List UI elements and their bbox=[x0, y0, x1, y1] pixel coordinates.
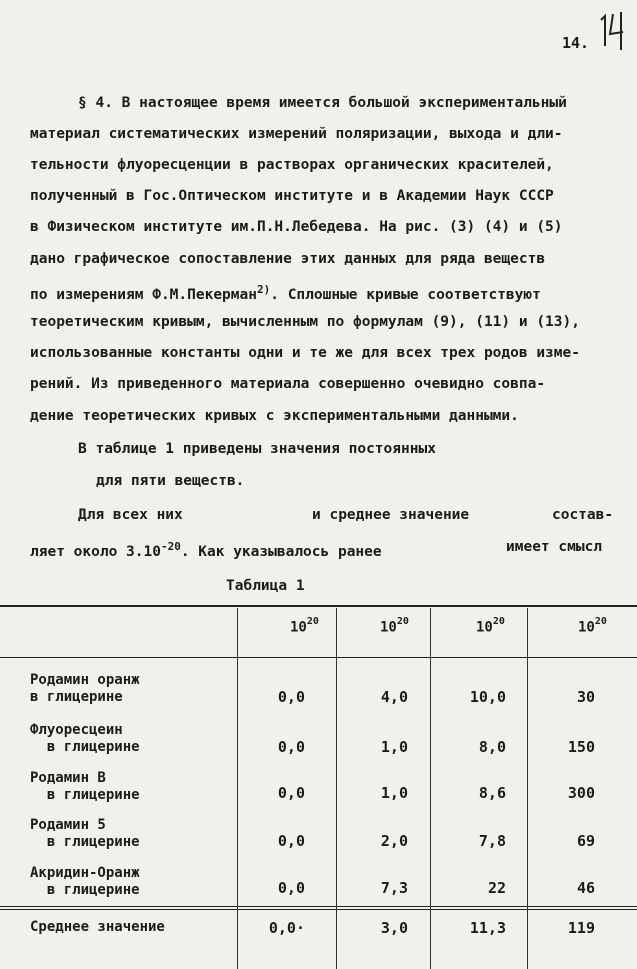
note-text: имеет смысл bbox=[506, 539, 603, 555]
paragraph-line: в Физическом институте им.П.Н.Лебедева. На рис. (3) (4) и (5) bbox=[30, 219, 563, 235]
table-cell: 46 bbox=[576, 879, 595, 897]
note-text: ляет около $3.10^{-20}$. Как указывалось ранее bbox=[30, 540, 382, 560]
table-cell: 8,0 bbox=[478, 738, 506, 756]
row-label: Родамин оранж в глицерине bbox=[30, 672, 140, 705]
table-cell: 300 bbox=[567, 784, 595, 802]
summary-label: Среднее значение bbox=[30, 919, 165, 935]
row-label: Родамин 5 в глицерине bbox=[30, 817, 140, 850]
table-top-rule bbox=[0, 605, 637, 607]
table-column-rule bbox=[430, 608, 431, 969]
table-cell: 1,0 bbox=[380, 784, 408, 802]
table-cell: 4,0 bbox=[380, 688, 408, 706]
column-header: $10^{20}$ bbox=[476, 616, 505, 636]
paragraph-line: по измерениям Ф.М.Пекерман$^{2)}$. Сплошные кривые соответствуют bbox=[30, 283, 541, 303]
paragraph-line: дано графическое сопоставление этих данных для ряда веществ bbox=[30, 251, 546, 267]
paragraph-line: материал систематических измерений поляризации, выхода и дли- bbox=[30, 126, 563, 142]
summary-cell: 3,0 bbox=[380, 919, 408, 937]
paragraph-line: полученный в Гос.Оптическом институте и в Академии Наук СССР bbox=[30, 188, 554, 204]
row-label: Родамин В в глицерине bbox=[30, 770, 140, 803]
table-column-rule bbox=[527, 608, 528, 969]
row-label: Флуоресцеин в глицерине bbox=[30, 722, 140, 755]
table-cell: 0,0 bbox=[277, 738, 305, 756]
table-cell: 8,6 bbox=[478, 784, 506, 802]
table-intro-line: для пяти веществ. bbox=[96, 473, 245, 489]
table-cell: 1,0 bbox=[380, 738, 408, 756]
table-cell: 0,0 bbox=[277, 879, 305, 897]
table-cell: 0,0 bbox=[277, 688, 305, 706]
table-intro-line: В таблице 1 приведены значения постоянных bbox=[78, 441, 436, 457]
table-caption: Таблица 1 bbox=[226, 578, 305, 594]
footnote-mark: 2) bbox=[256, 283, 271, 296]
column-header: $10^{20}$ bbox=[578, 616, 607, 636]
table-cell: 150 bbox=[567, 738, 595, 756]
table-column-rule bbox=[237, 608, 238, 969]
column-header: $10^{20}$ bbox=[380, 616, 409, 636]
table-summary-rule bbox=[0, 906, 637, 910]
paragraph-line: рений. Из приведенного материала совершенно очевидно совпа- bbox=[30, 376, 546, 392]
column-header: $10^{20}$ bbox=[290, 616, 319, 636]
table-header-rule bbox=[0, 657, 637, 658]
table-cell: 30 bbox=[576, 688, 595, 706]
page-number: 14. bbox=[562, 34, 590, 52]
table-cell: 7,8 bbox=[478, 832, 506, 850]
paragraph-line: теоретическим кривым, вычисленным по формулам (9), (11) и (13), bbox=[30, 314, 580, 330]
note-text: состав- bbox=[552, 507, 614, 523]
paragraph-line: тельности флуоресценции в растворах органических красителей, bbox=[30, 157, 554, 173]
summary-cell: 11,3 bbox=[469, 919, 506, 937]
table-cell: 0,0 bbox=[277, 784, 305, 802]
summary-cell: 0,0· bbox=[268, 919, 305, 937]
table-cell: 0,0 bbox=[277, 832, 305, 850]
handwritten-page-number bbox=[597, 10, 627, 54]
table-column-rule bbox=[336, 608, 337, 969]
table-cell: 69 bbox=[576, 832, 595, 850]
paragraph-line: дение теоретических кривых с экспериментальными данными. bbox=[30, 408, 519, 424]
note-text: и среднее значение bbox=[312, 507, 470, 523]
table-cell: 7,3 bbox=[380, 879, 408, 897]
table-cell: 2,0 bbox=[380, 832, 408, 850]
summary-cell: 119 bbox=[567, 919, 595, 937]
note-text: Для всех них bbox=[78, 507, 183, 523]
paragraph-line: § 4. В настоящее время имеется большой экспериментальный bbox=[78, 95, 567, 111]
table-cell: 22 bbox=[487, 879, 506, 897]
table-cell: 10,0 bbox=[469, 688, 506, 706]
paragraph-line: использованные константы одни и те же для всех трех родов изме- bbox=[30, 345, 580, 361]
row-label: Акридин-Оранж в глицерине bbox=[30, 865, 140, 898]
